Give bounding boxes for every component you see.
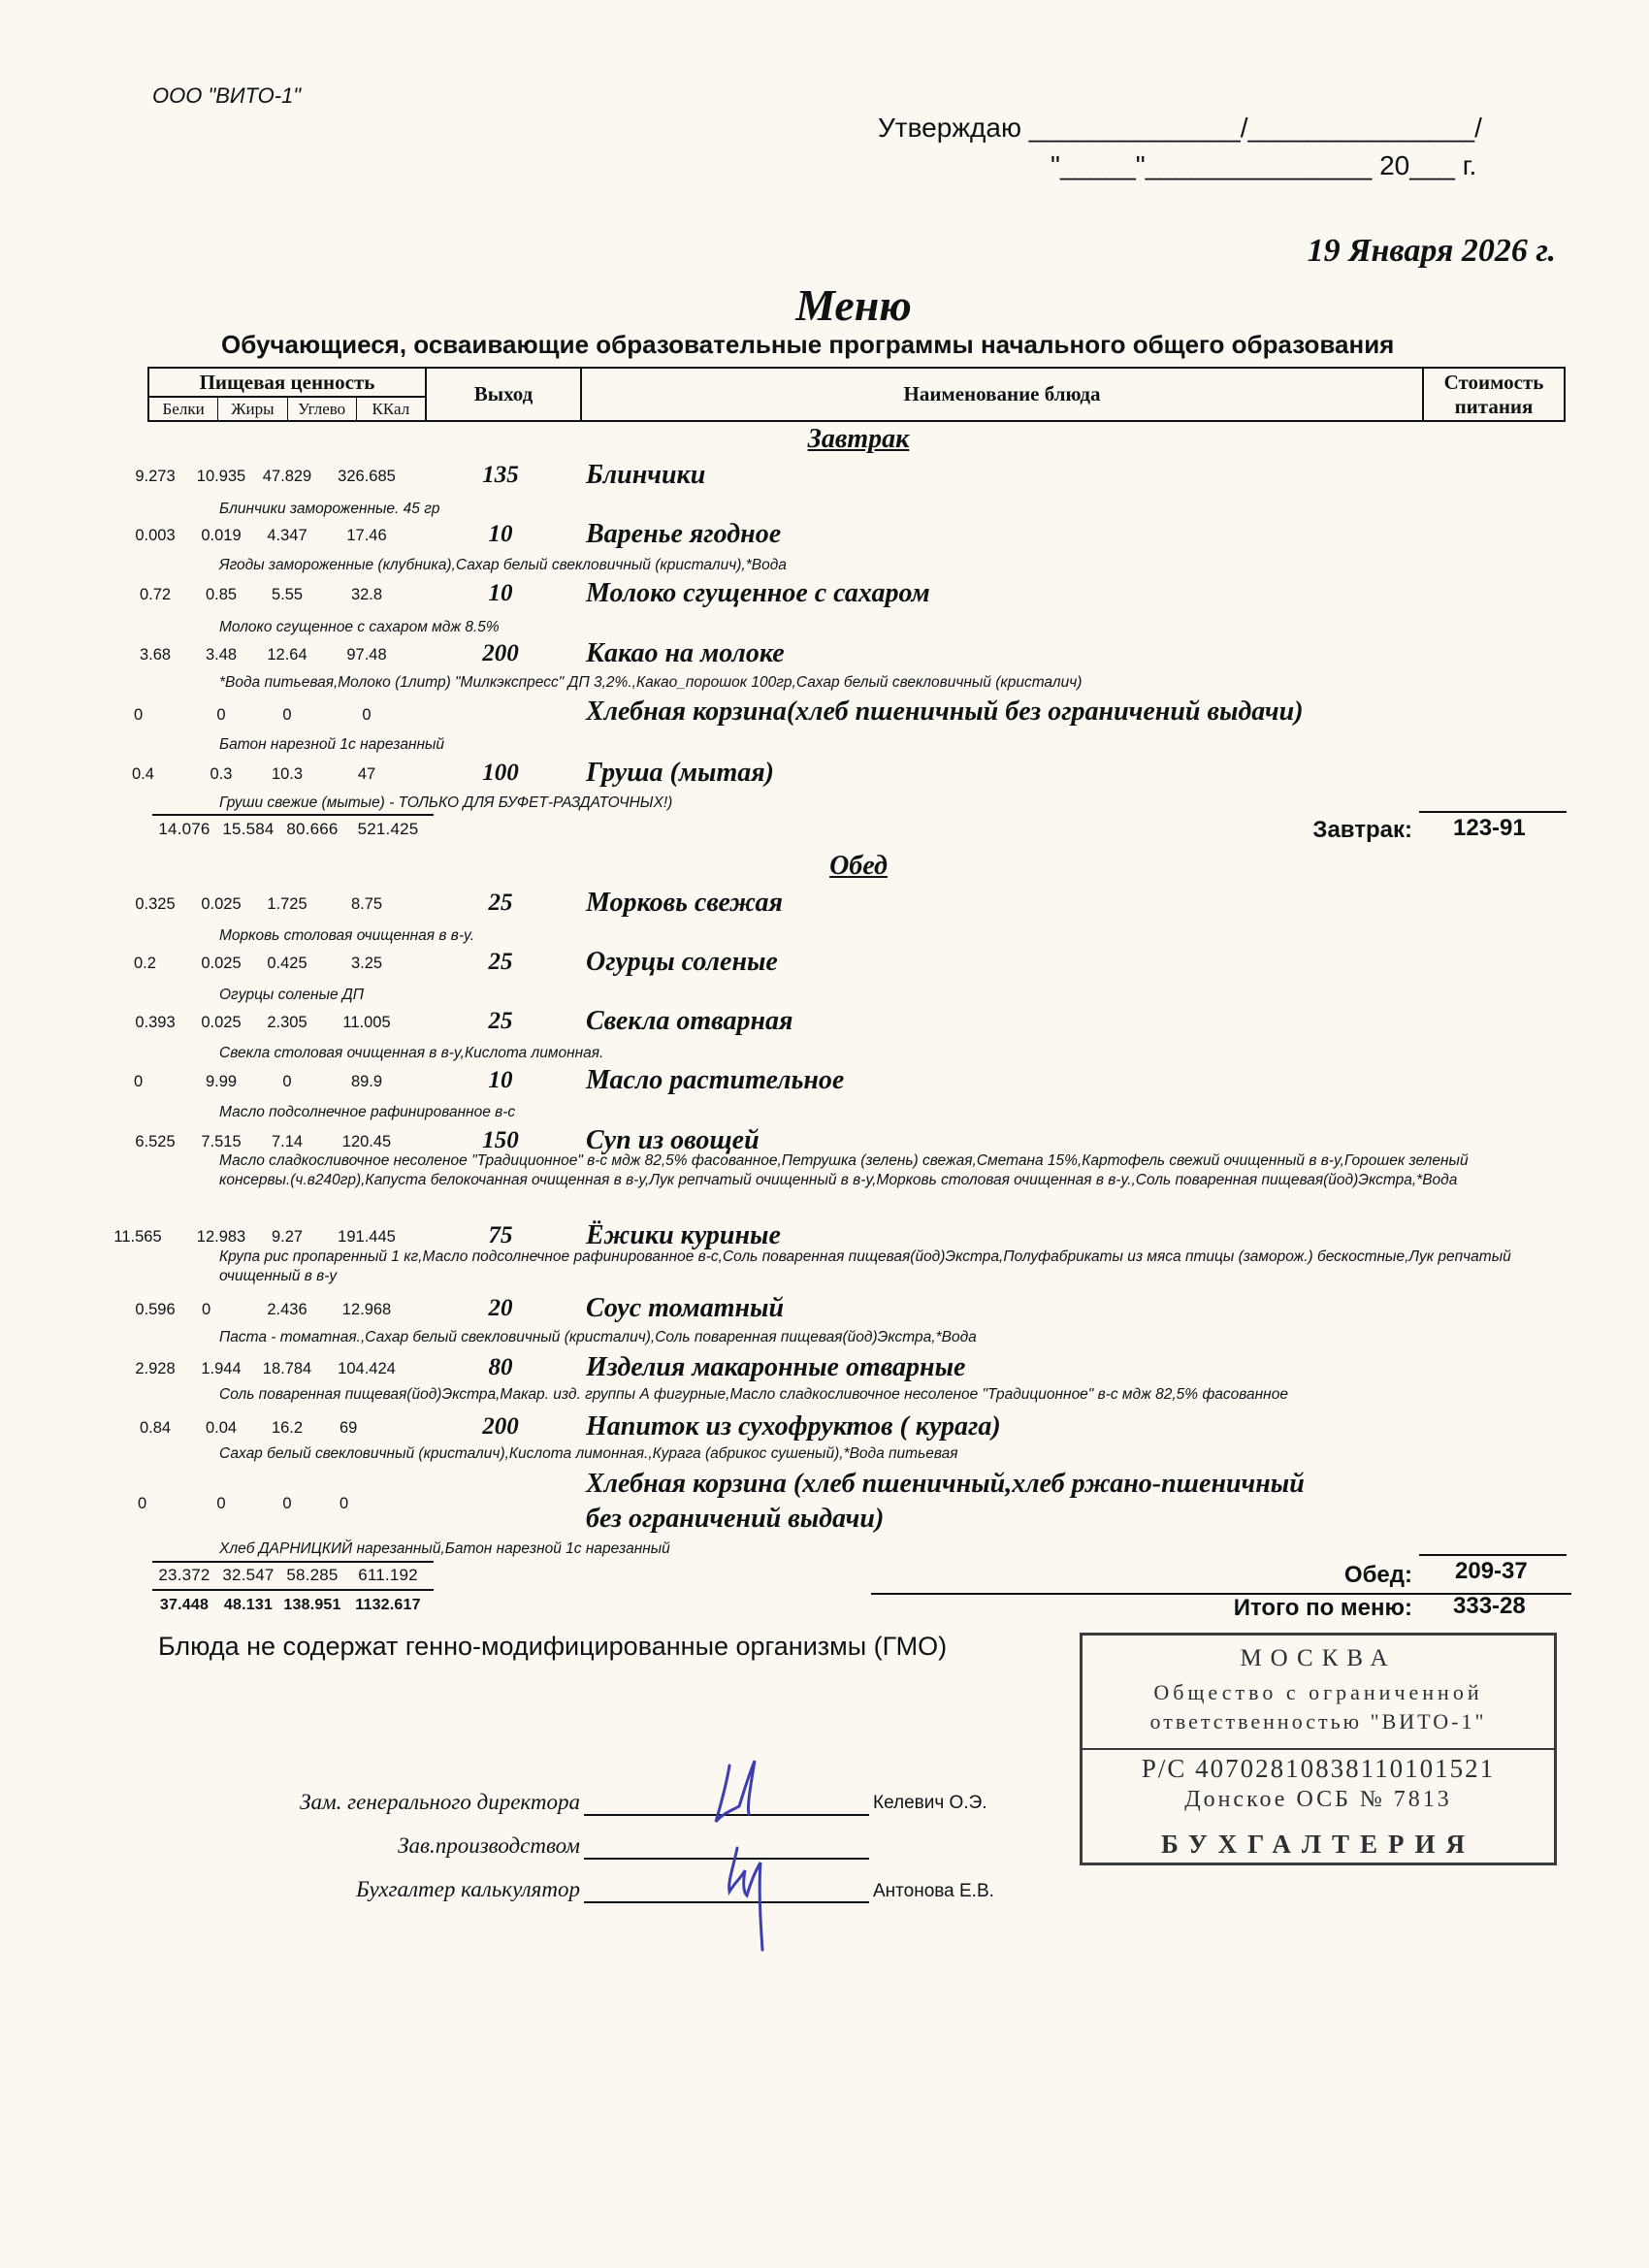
proteins-value: 0.325 <box>135 895 176 913</box>
output-value: 75 <box>488 1222 513 1248</box>
kcal-value: 104.424 <box>338 1360 396 1377</box>
proteins-value: 9.273 <box>135 468 176 485</box>
breakfast-sum-value: 123-91 <box>1453 815 1526 841</box>
dish-name: Молоко сгущенное с сахаром <box>586 578 930 608</box>
carbs-value: 1.725 <box>267 895 307 913</box>
menu-date: 19 Января 2026 г. <box>1307 233 1556 269</box>
carbs-value: 0 <box>282 706 292 724</box>
fats-value: 0 <box>216 1495 226 1512</box>
dish-name: Хлебная корзина(хлеб пшеничный без ограничений выдачи) <box>586 697 1304 727</box>
output-value: 10 <box>488 1067 513 1093</box>
fats-value: 9.99 <box>205 1073 238 1090</box>
lunch-sum-value: 209-37 <box>1455 1558 1528 1584</box>
kcal-value: 47 <box>357 765 376 783</box>
dish-composition: *Вода питьевая,Молоко (1литр) "Милкэкспресс" ДП 3,2%.,Какао_порошок 100гр,Сахар белый свекловичный (кристалич) <box>219 674 1083 691</box>
stamp-line1: Общество с ограниченной <box>1153 1680 1483 1704</box>
kcal-value: 12.968 <box>341 1301 392 1318</box>
stamp-divider <box>1083 1748 1554 1750</box>
dish-name: Изделия макаронные отварные <box>586 1352 966 1382</box>
dish-name: Какао на молоке <box>586 638 785 668</box>
carbs-value: 0 <box>282 1073 292 1090</box>
stamp-city: МОСКВА <box>1240 1645 1397 1671</box>
page-subtitle: Обучающиеся, осваивающие образовательные программы начального общего образования <box>221 330 1395 359</box>
proteins-value: 2.928 <box>135 1360 176 1377</box>
stamp-bank: Донское ОСБ № 7813 <box>1184 1787 1452 1812</box>
page-title: Меню <box>795 280 912 330</box>
fats-value: 0.85 <box>205 586 238 603</box>
dish-name: Груша (мытая) <box>586 758 774 788</box>
dish-composition: Огурцы соленые ДП <box>219 987 365 1003</box>
breakfast-sum-label: Завтрак: <box>1312 817 1412 843</box>
dish-name: Суп из овощей <box>586 1125 760 1155</box>
grand-total-rule <box>152 1589 434 1591</box>
dish-composition: Масло сладкосливочное несоленое "Традиционное" в-с мдж 82,5% фасованное,Петрушка (зелень) свежая,Сметана 15%,Картофель свежий очищенный в в-у,Горошек зеленый консервы.(ч.в240гр),Капуста белокочанная очищенная в в-у,Лук репчатый очищенный в в-у,Морковь столовая очищенная в в-у.,Соль поваренная пищевая(йод)Экстра,*Вода <box>219 1152 1469 1188</box>
lunch-section-title: Обед <box>829 851 888 881</box>
carbs-value: 2.305 <box>267 1014 307 1031</box>
dish-composition: Блинчики замороженные. 45 гр <box>219 501 440 517</box>
kcal-value: 3.25 <box>350 955 383 972</box>
breakfast-sum-rule <box>1419 811 1567 813</box>
dish-composition: Сахар белый свекловичный (кристалич),Кислота лимонная.,Курага (абрикос сушеный),*Вода питьевая <box>219 1445 958 1462</box>
carbs-total: 80.666 <box>286 820 339 838</box>
output-value: 200 <box>482 1413 519 1440</box>
dish-composition: Масло подсолнечное рафинированное в-с <box>219 1104 516 1120</box>
output-value: 25 <box>488 1008 513 1034</box>
gmo-note: Блюда не содержат генно-модифицированные организмы (ГМО) <box>158 1632 948 1661</box>
dish-composition: Груши свежие (мытые) - ТОЛЬКО ДЛЯ БУФЕТ-РАЗДАТОЧНЫХ!) <box>219 794 673 811</box>
output-value: 20 <box>488 1295 513 1321</box>
fats-value: 0.025 <box>201 1014 242 1031</box>
kcal-value: 89.9 <box>350 1073 383 1090</box>
dish-name: Соус томатный <box>586 1293 785 1323</box>
nutrition-header <box>149 369 427 420</box>
kcal-total: 1132.617 <box>355 1597 421 1613</box>
output-value: 135 <box>482 462 519 488</box>
proteins-value: 0.003 <box>135 527 176 544</box>
organization-stamp <box>1080 1633 1557 1865</box>
lunch-total-rule <box>152 1561 434 1563</box>
carbs-header: Углево <box>288 398 357 422</box>
lunch-sum-label: Обед: <box>1343 1562 1412 1588</box>
carbs-value: 12.64 <box>267 646 307 664</box>
output-value: 25 <box>488 890 513 916</box>
breakfast-total-rule <box>152 814 434 816</box>
kcal-value: 0 <box>362 706 372 724</box>
breakfast-section-title: Завтрак <box>807 424 910 454</box>
output-header: Выход <box>427 369 582 420</box>
kcal-value: 17.46 <box>346 527 387 544</box>
carbs-value: 47.829 <box>262 468 312 485</box>
breakfast-totals <box>152 820 434 839</box>
lunch-totals <box>152 1566 434 1585</box>
dish-name-continued: без ограничений выдачи) <box>586 1504 885 1534</box>
fats-value: 0.019 <box>201 527 242 544</box>
fats-value: 3.48 <box>205 646 238 664</box>
dish-name: Хлебная корзина (хлеб пшеничный,хлеб ржано-пшеничный <box>586 1469 1305 1499</box>
dish-name: Блинчики <box>586 460 706 490</box>
organization-name: ООО "ВИТО-1" <box>152 83 302 108</box>
kcal-value: 326.685 <box>338 468 396 485</box>
kcal-value: 11.005 <box>342 1014 391 1031</box>
stamp-line2: ответственностью "ВИТО-1" <box>1149 1709 1487 1733</box>
kcal-total: 611.192 <box>358 1566 418 1584</box>
carbs-value: 4.347 <box>267 527 307 544</box>
approve-line: Утверждаю ______________/_______________/ <box>878 113 1482 143</box>
output-value: 80 <box>488 1354 513 1380</box>
carbs-total: 138.951 <box>283 1597 341 1613</box>
carbs-value: 18.784 <box>262 1360 312 1377</box>
fats-value: 0.04 <box>205 1419 238 1437</box>
proteins-value: 0.72 <box>139 586 172 603</box>
carbs-value: 16.2 <box>271 1419 304 1437</box>
lunch-sum-rule <box>1419 1554 1567 1556</box>
stamp-account: Р/С 40702810838110101521 <box>1141 1754 1496 1783</box>
carbs-value: 5.55 <box>271 586 304 603</box>
kcal-total: 521.425 <box>357 820 419 838</box>
carbs-value: 2.436 <box>267 1301 307 1318</box>
fats-value: 0.025 <box>201 895 242 913</box>
signature-role: Зав.производством <box>398 1833 580 1858</box>
cost-header-line1: Стоимость <box>1443 371 1544 395</box>
proteins-value: 0.596 <box>135 1301 176 1318</box>
carbs-value: 10.3 <box>271 765 304 783</box>
kcal-value: 97.48 <box>346 646 387 664</box>
fats-total: 48.131 <box>223 1597 274 1613</box>
dish-composition: Паста - томатная.,Сахар белый свекловичный (кристалич),Соль поваренная пищевая(йод)Экстра,*Вода <box>219 1329 977 1345</box>
dish-name-header: Наименование блюда <box>582 369 1424 420</box>
output-value: 10 <box>488 580 513 606</box>
dish-name: Напиток из сухофруктов ( курага) <box>586 1411 1001 1442</box>
carbs-value: 0.425 <box>267 955 307 972</box>
dish-name: Варенье ягодное <box>586 519 782 549</box>
kcal-value: 120.45 <box>341 1133 392 1150</box>
grand-total-label: Итого по меню: <box>1233 1595 1412 1621</box>
cost-header-line2: питания <box>1454 394 1534 418</box>
kcal-value: 32.8 <box>350 586 383 603</box>
dish-name: Огурцы соленые <box>586 947 778 977</box>
proteins-value: 0.84 <box>139 1419 172 1437</box>
fats-value: 0.025 <box>201 955 242 972</box>
proteins-value: 0.393 <box>135 1014 176 1031</box>
fats-value: 7.515 <box>201 1133 242 1150</box>
output-value: 200 <box>482 640 519 666</box>
dish-composition: Батон нарезной 1с нарезанный <box>219 736 445 753</box>
proteins-total: 37.448 <box>159 1597 210 1613</box>
proteins-total: 14.076 <box>158 820 210 838</box>
output-value: 150 <box>482 1127 519 1153</box>
handwritten-signature <box>679 1736 815 1979</box>
grand-totals <box>152 1597 434 1614</box>
output-value: 25 <box>488 949 513 975</box>
dish-name: Свекла отварная <box>586 1006 793 1036</box>
fats-total: 15.584 <box>222 820 275 838</box>
kcal-header: ККал <box>372 400 410 418</box>
signature-name: Келевич О.Э. <box>873 1793 987 1813</box>
dish-name: Масло растительное <box>586 1065 845 1095</box>
fats-value: 0.3 <box>210 765 233 783</box>
dish-composition: Морковь столовая очищенная в в-у. <box>219 927 475 944</box>
signature-role: Зам. генерального директора <box>300 1790 580 1814</box>
dish-composition: Свекла столовая очищенная в в-у,Кислота лимонная. <box>219 1045 604 1061</box>
approve-date-line: "_____"_______________ 20___ г. <box>1051 150 1477 180</box>
dish-name: Ёжики куриные <box>586 1220 781 1250</box>
stamp-department: БУХГАЛТЕРИЯ <box>1160 1830 1476 1859</box>
fats-header: Жиры <box>218 398 287 422</box>
fats-value: 1.944 <box>201 1360 242 1377</box>
proteins-value: 3.68 <box>139 646 172 664</box>
proteins-total: 23.372 <box>158 1566 210 1584</box>
dish-composition: Соль поваренная пищевая(йод)Экстра,Макар. изд. группы А фигурные,Масло сладкосливочное несоленое "Традиционное" в-с мдж 82,5% фасованное <box>219 1386 1288 1403</box>
signature-name: Антонова Е.В. <box>873 1881 994 1901</box>
output-value: 10 <box>488 521 513 547</box>
nutrition-label: Пищевая ценность <box>149 369 425 398</box>
fats-value: 10.935 <box>196 468 246 485</box>
signature-role: Бухгалтер калькулятор <box>356 1877 580 1901</box>
cost-header <box>1424 369 1564 420</box>
carbs-value: 0 <box>282 1495 292 1512</box>
fats-value: 0 <box>216 706 226 724</box>
carbs-value: 9.27 <box>271 1228 304 1246</box>
fats-value: 12.983 <box>196 1228 246 1246</box>
dish-composition: Крупа рис пропаренный 1 кг,Масло подсолнечное рафинированное в-с,Соль поваренная пищевая(йод)Экстра,Полуфабрикаты из мяса птицы (заморож.) бескостные,Лук репчатый очищенный в в-у <box>219 1248 1511 1284</box>
kcal-value: 191.445 <box>338 1228 396 1246</box>
dish-composition: Молоко сгущенное с сахаром мдж 8.5% <box>219 619 500 635</box>
table-header <box>147 367 1566 422</box>
proteins-value: 11.565 <box>113 1228 162 1246</box>
fats-total: 32.547 <box>222 1566 275 1584</box>
carbs-total: 58.285 <box>286 1566 339 1584</box>
kcal-value: 8.75 <box>350 895 383 913</box>
dish-composition: Ягоды замороженные (клубника),Сахар белый свекловичный (кристалич),*Вода <box>219 557 787 573</box>
dish-name: Морковь свежая <box>586 888 783 918</box>
grand-total-value: 333-28 <box>1453 1593 1526 1619</box>
proteins-value: 6.525 <box>135 1133 176 1150</box>
output-value: 100 <box>482 760 519 786</box>
proteins-header: Белки <box>149 398 218 422</box>
dish-composition: Хлеб ДАРНИЦКИЙ нарезанный,Батон нарезной 1с нарезанный <box>219 1540 670 1557</box>
carbs-value: 7.14 <box>271 1133 304 1150</box>
